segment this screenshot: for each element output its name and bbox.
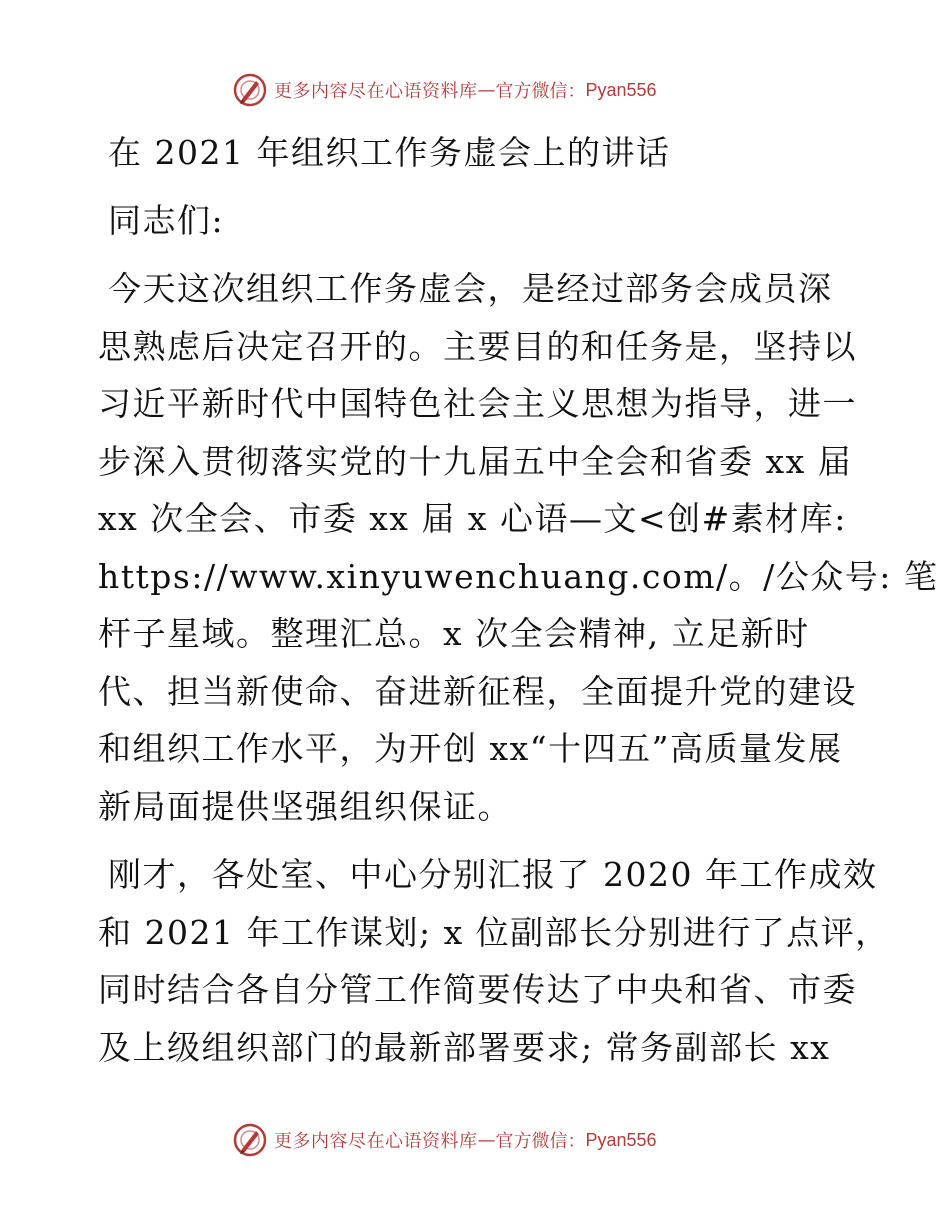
paragraph-line: 同时结合各自分管工作简要传达了中央和省、市委 [98,970,857,1009]
greeting: 同志们: [108,200,225,240]
paragraph-line: 和组织工作水平，为开创 xx“十四五”高质量发展 [98,729,843,768]
paragraph-line: https://www.xinyuwenchuang.com/。/公众号: 笔 [98,556,939,596]
watermark-text: 更多内容尽在心语资料库 [274,81,478,102]
watermark-wechat-label: 官方微信： [495,1131,586,1152]
paragraph-line: 步深入贯彻落实党的十九届五中全会和省委 xx 届 [98,441,853,481]
document-body [98,124,939,1087]
paragraph-line: 习近平新时代中国特色社会主义思想为指导，进一 [98,384,857,423]
pen-nib-logo-icon [232,1122,268,1158]
document-title: 在 2021 年组织工作务虚会上的讲话 [108,133,671,172]
watermark-banner-bottom [232,1120,657,1160]
watermark-wechat-label: 官方微信： [495,81,586,102]
paragraph-line: 和 2021 年工作谋划; x 位副部长分别进行了点评， [98,912,890,952]
watermark-wechat-id: Pyan556 [585,1129,657,1150]
watermark-dash: — [477,79,496,101]
watermark-dash: — [477,1129,496,1151]
paragraph-line: 杆子星域。整理汇总。x 次全会精神, 立足新时 [98,614,810,653]
pen-nib-logo-icon [232,72,268,108]
paragraph-line: 刚才，各处室、中心分别汇报了 2020 年工作成效 [108,855,878,894]
paragraph-line: 思熟虑后决定召开的。主要目的和任务是，坚持以 [98,326,857,366]
watermark-wechat-id: Pyan556 [585,79,657,100]
watermark-text: 更多内容尽在心语资料库 [274,1131,478,1152]
paragraph-line: 及上级组织部门的最新部署要求; 常务副部长 xx [98,1027,831,1067]
paragraph-line: 今天这次组织工作务虚会，是经过部务会成员深 [108,269,833,308]
paragraph-2 [98,846,890,1076]
watermark-banner-top [232,70,657,110]
paragraph-line: 新局面提供坚强组织保证。 [98,786,512,826]
paragraph-line: xx 次全会、市委 xx 届 x 心语—文<创#素材库: [98,499,847,538]
paragraph-1 [98,260,939,835]
paragraph-line: 代、担当新使命、奋进新征程，全面提升党的建设 [98,671,857,711]
